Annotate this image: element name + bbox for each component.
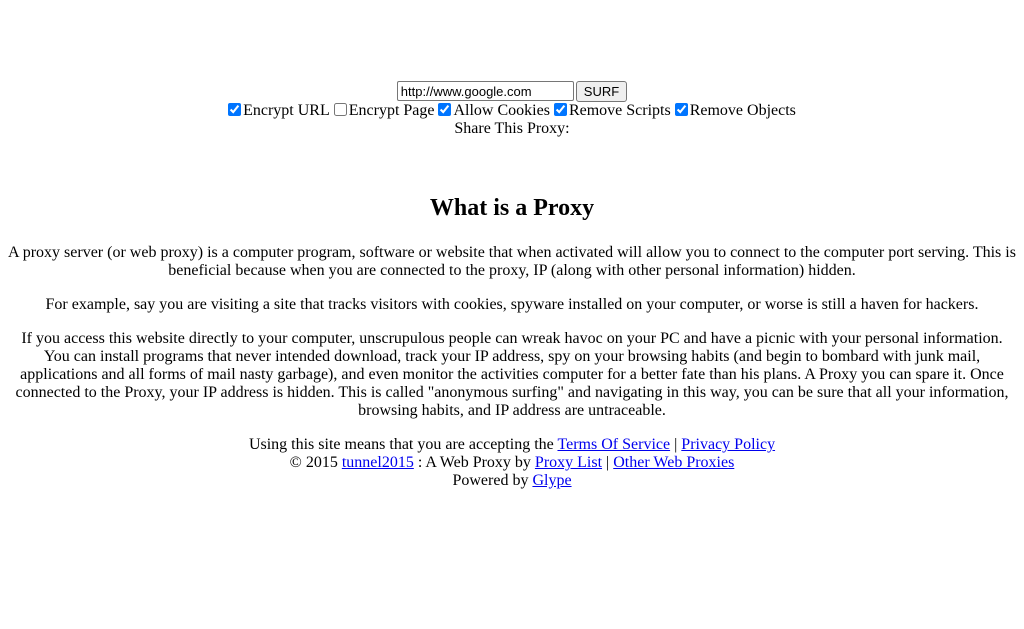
footer-powered-line [8,472,1016,490]
option-remove-objects [675,102,796,120]
option-remove-scripts [554,102,671,120]
options-row [0,102,1024,120]
option-encrypt-page [334,102,435,120]
surf-button[interactable]: SURF [576,81,627,102]
footer-separator: | [674,436,678,453]
proxy-form [0,80,1024,138]
proxy-list-link[interactable]: Proxy List [534,454,603,471]
copyright-text: © 2015 [289,454,338,471]
site-link[interactable]: tunnel2015 [341,454,414,471]
remove-scripts-checkbox[interactable] [554,103,567,116]
main-content [8,194,1016,490]
footer [8,436,1016,490]
encrypt-url-checkbox[interactable] [228,103,241,116]
footer-separator-2: | [606,454,610,471]
option-allow-cookies [438,102,549,120]
url-input[interactable] [397,81,574,101]
remove-objects-checkbox[interactable] [675,103,688,116]
paragraph-intro: A proxy server (or web proxy) is a computer program, software or website that when activated will allow you to connect to the computer port serving. This is beneficial because when you are connected to the proxy, IP (along with other personal information) hidden. [8,244,1016,279]
tagline-text: : A Web Proxy by [417,454,531,471]
option-encrypt-url [228,102,330,120]
encrypt-page-label: Encrypt Page [348,102,435,119]
footer-terms-line [8,436,1016,454]
powered-by-text: Powered by [452,472,529,489]
encrypt-url-label: Encrypt URL [243,102,330,119]
remove-objects-label: Remove Objects [689,102,796,119]
remove-scripts-label: Remove Scripts [568,102,671,119]
paragraph-example: For example, say you are visiting a site that tracks visitors with cookies, spyware installed on your computer, or worse is still a haven for hackers. [45,296,979,313]
glype-link[interactable]: Glype [532,472,572,489]
footer-copyright-line [8,454,1016,472]
encrypt-page-checkbox[interactable] [334,103,347,116]
accept-text: Using this site means that you are accepting the [248,436,554,453]
share-label: Share This Proxy: [454,120,570,137]
terms-of-service-link[interactable]: Terms Of Service [557,436,671,453]
other-web-proxies-link[interactable]: Other Web Proxies [613,454,735,471]
paragraph-details: If you access this website directly to your computer, unscrupulous people can wreak havoc on your PC and have a picnic with your personal information. You can install programs that never intended download, track your IP address, spy on your browsing habits (and begin to bombard with junk mail, applications and all forms of mail nasty garbage), and even monitor the activities computer for a better fate than his plans. A Proxy you can spare it. Once connected to the Proxy, your IP address is hidden. This is called "anonymous surfing" and navigating in this way, you can be sure that all your information, browsing habits, and IP address are untraceable. [15,330,1009,419]
allow-cookies-checkbox[interactable] [438,103,451,116]
allow-cookies-label: Allow Cookies [453,102,550,119]
page-title: What is a Proxy [429,195,595,221]
privacy-policy-link[interactable]: Privacy Policy [681,436,776,453]
url-row [0,80,1024,101]
